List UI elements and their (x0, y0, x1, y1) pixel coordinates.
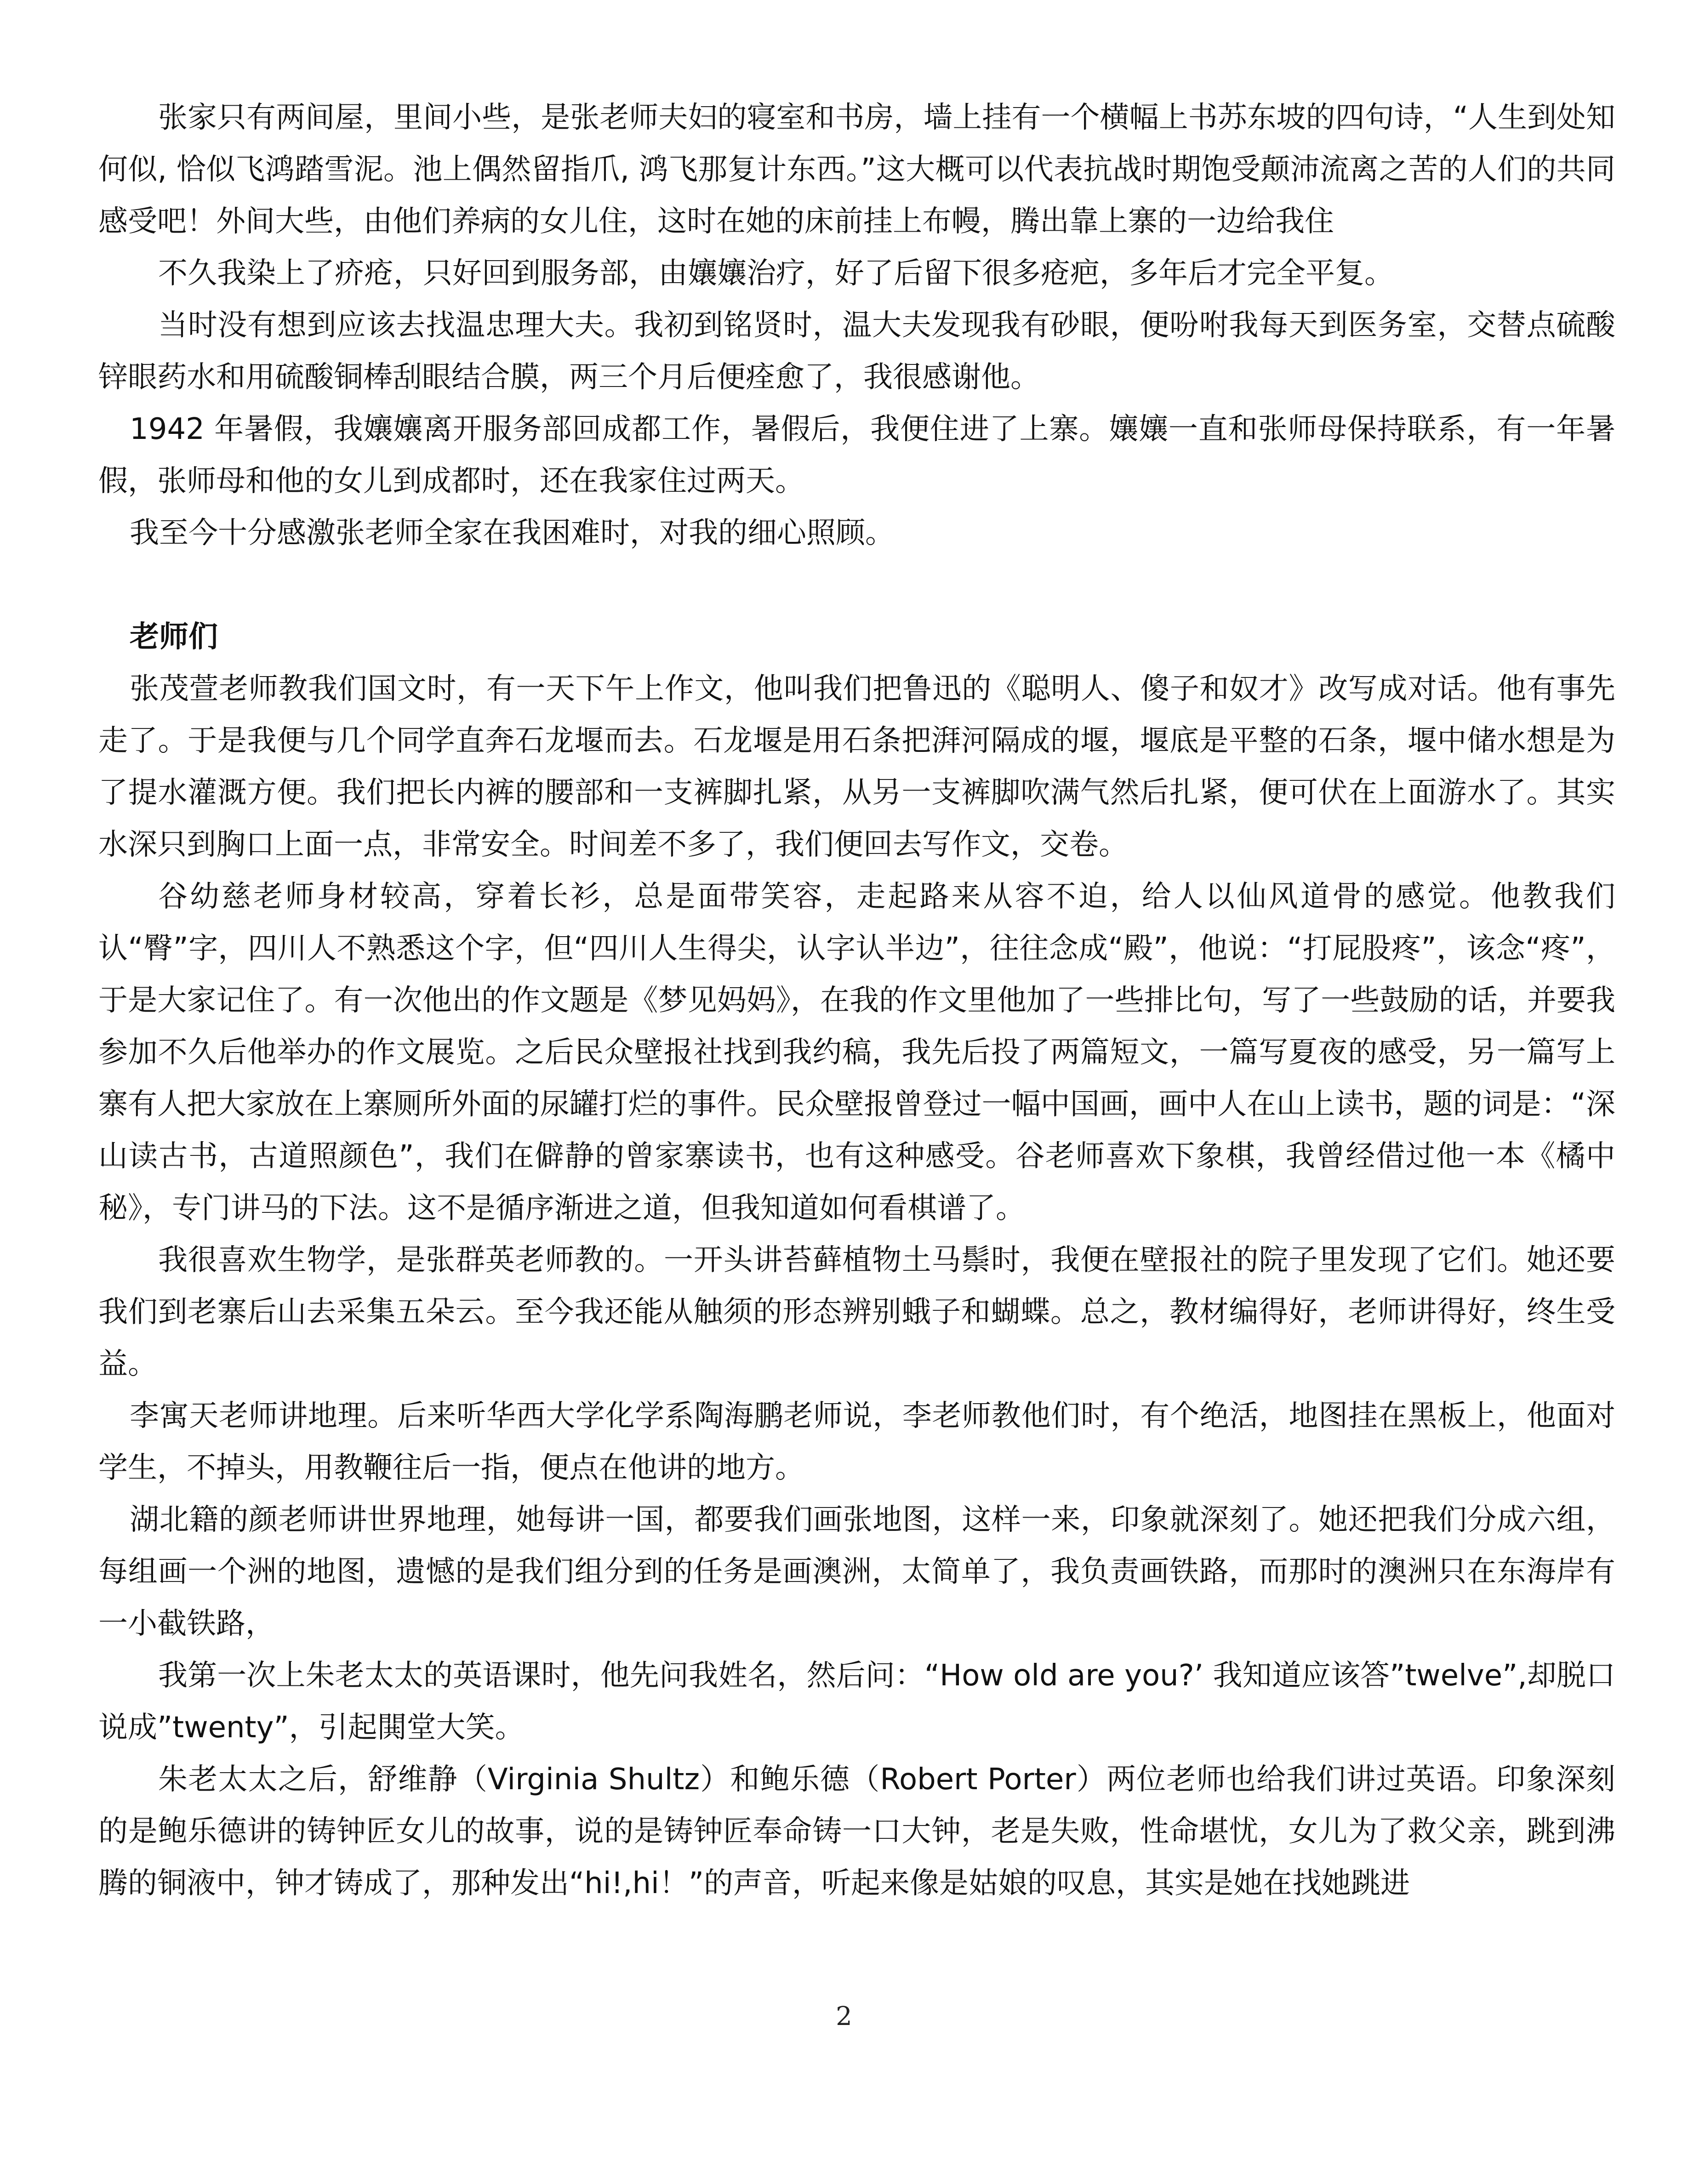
paragraph-scabies: 不久我染上了疥疮，只好回到服务部，由孃孃治疗，好了后留下很多疮疤，多年后才完全平复。 (158, 256, 1394, 290)
paragraph-teacher-yan: 湖北籍的颜老师讲世界地理，她每讲一国，都要我们画张地图，这样一来，印象就深刻了。她还把我们分成六组，每组画一个洲的地图，遗憾的是我们组分到的任务是画澳洲，太简单了，我负责画铁路，而那时的澳洲只在东海岸有一小截铁路， (98, 1503, 1615, 1641)
document-page (98, 92, 1615, 1910)
paragraph-teacher-zhu-english: 我第一次上朱老太太的英语课时，他先问我姓名，然后问：“How old are you?’ 我知道应该答”twelve”,却脱口说成”twenty”，引起閧堂大笑。 (98, 1659, 1615, 1745)
page-number: 2 (836, 2002, 852, 2031)
paragraph-teachers-shultz-porter: 朱老太太之后，舒维静（Virginia Shultz）和鲍乐德（Robert Porter）两位老师也给我们讲过英语。印象深刻的是鲍乐德讲的铸钟匠女儿的故事，说的是铸钟匠奉命铸一口大钟，老是失败，性命堪忧，女儿为了救父亲，跳到沸腾的铜液中，钟才铸成了，那种发出“hi!,hi！”的声音，听起来像是姑娘的叹息，其实是她在找她跳进 (98, 1763, 1615, 1900)
top-section (98, 92, 1615, 559)
paragraph-teacher-zhang-qunying: 我很喜欢生物学，是张群英老师教的。一开头讲苔藓植物土马鬃时，我便在壁报社的院子里发现了它们。她还要我们到老寨后山去采集五朵云。至今我还能从触须的形态辨别蛾子和蝴蝶。总之，教材编得好，老师讲得好，终生受益。 (98, 1243, 1615, 1381)
paragraph-doctor-wen: 当时没有想到应该去找温忠理大夫。我初到铭贤时，温大夫发现我有砂眼，便吩咐我每天到医务室，交替点硫酸锌眼药水和用硫酸铜棒刮眼结合膜，两三个月后便痊愈了，我很感谢他。 (98, 308, 1615, 394)
section-heading: 老师们 (130, 620, 218, 654)
paragraph-teacher-gu-youci: 谷幼慈老师身材较高，穿着长衫，总是面带笑容，走起路来从容不迫，给人以仙风道骨的感觉。他教我们认“臀”字，四川人不熟悉这个字，但“四川人生得尖，认字认半边”，往往念成“殿”，他说：“打屁股疼”，该念“疼”，于是大家记住了。有一次他出的作文题是《梦见妈妈》，在我的作文里他加了一些排比句，写了一些鼓励的话，并要我参加不久后他举办的作文展览。之后民众壁报社找到我约稿，我先后投了两篇短文，一篇写夏夜的感受，另一篇写上寨有人把大家放在上寨厕所外面的尿罐打烂的事件。民众壁报曾登过一幅中国画，画中人在山上读书，题的词是：“深山读古书，古道照颜色”，我们在僻静的曾家寨读书，也有这种感受。谷老师喜欢下象棋，我曾经借过他一本《橘中秘》，专门讲马的下法。这不是循序渐进之道，但我知道如何看棋谱了。 (98, 880, 1615, 1225)
paragraph-1942-summer: 1942 年暑假，我孃孃离开服务部回成都工作，暑假后，我便住进了上寨。孃孃一直和张师母保持联系，有一年暑假，张师母和他的女儿到成都时，还在我家住过两天。 (98, 412, 1615, 498)
paragraph-teacher-zhang-maoxuan: 张茂萱老师教我们国文时，有一天下午上作文，他叫我们把鲁迅的《聪明人、傻子和奴才》改写成对话。他有事先走了。于是我便与几个同学直奔石龙堰而去。石龙堰是用石条把湃河隔成的堰，堰底是平整的石条，堰中储水想是为了提水灌溉方便。我们把长内裤的腰部和一支裤脚扎紧，从另一支裤脚吹满气然后扎紧，便可伏在上面游水了。其实水深只到胸口上面一点，非常安全。时间差不多了，我们便回去写作文，交卷。 (98, 672, 1615, 862)
section-spacer (98, 559, 1615, 611)
paragraph-gratitude: 我至今十分感激张老师全家在我困难时，对我的细心照顾。 (130, 516, 895, 550)
paragraph-teacher-li-yutian: 李寓天老师讲地理。后来听华西大学化学系陶海鹏老师说，李老师教他们时，有个绝活，地图挂在黑板上，他面对学生，不掉头，用教鞭往后一指，便点在他讲的地方。 (98, 1399, 1615, 1485)
teachers-section (98, 663, 1615, 1910)
paragraph-zhang-home: 张家只有两间屋，里间小些，是张老师夫妇的寝室和书房，墙上挂有一个横幅上书苏东坡的四句诗，“人生到处知何似, 恰似飞鸿踏雪泥。池上偶然留指爪, 鸿飞那复计东西。”这大概可以代表抗战时期饱受颠沛流离之苦的人们的共同感受吧！外间大些，由他们养病的女儿住，这时在她的床前挂上布幔，腾出靠上寨的一边给我住 (98, 101, 1615, 239)
